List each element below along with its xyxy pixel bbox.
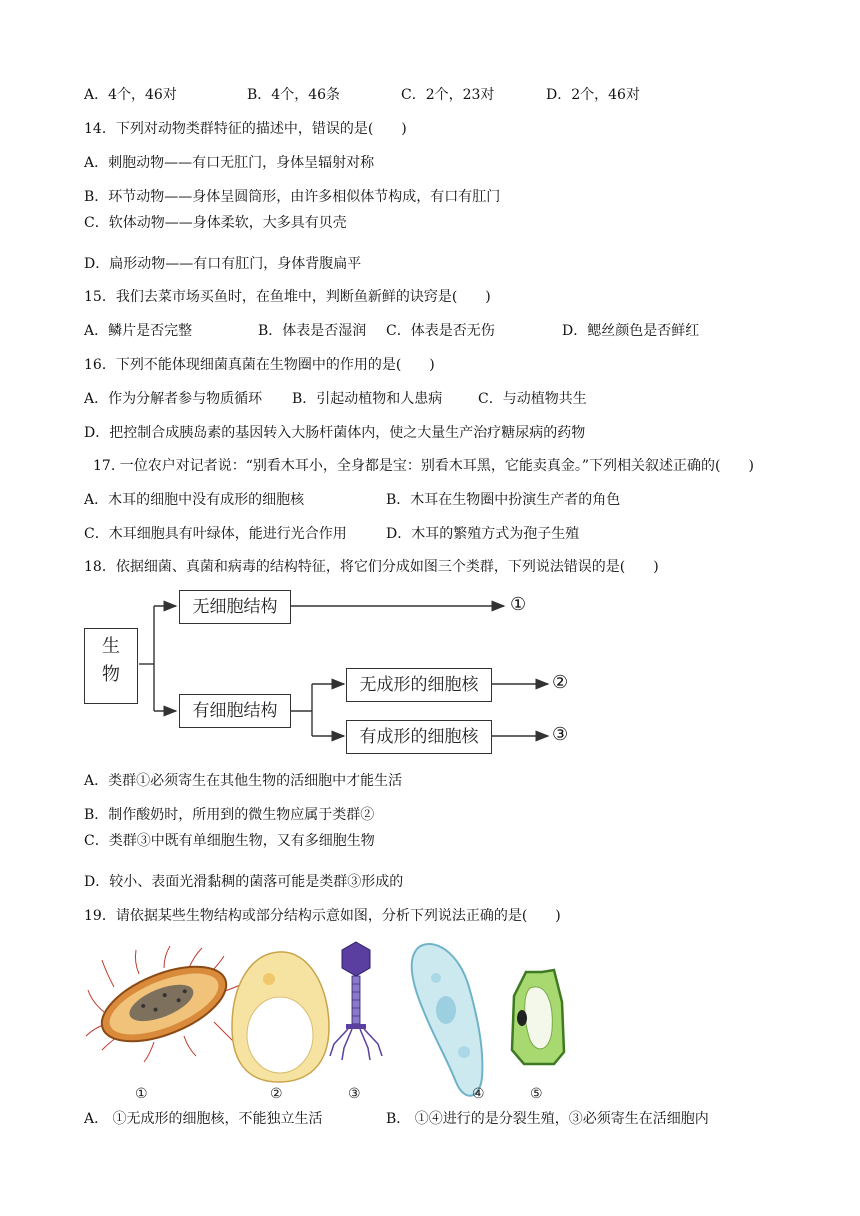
q16-option-d: D．把控制合成胰岛素的基因转入大肠杆菌体内，使之大量生产治疗糖尿病的药物 xyxy=(84,425,586,441)
q18-option-d: D．较小、表面光滑黏稠的菌落可能是类群③形成的 xyxy=(84,874,404,890)
q16-option-c: C．与动植物共生 xyxy=(478,391,587,407)
q17-option-a: A．木耳的细胞中没有成形的细胞核 xyxy=(84,492,305,508)
q19-option-a: A． ①无成形的细胞核，不能独立生活 xyxy=(84,1111,323,1127)
q14-option-d: D．扁形动物——有口有肛门，身体背腹扁平 xyxy=(84,256,362,272)
no-nucleus-box: 无成形的细胞核 xyxy=(346,668,492,702)
q17-option-d: D．木耳的繁殖方式为孢子生殖 xyxy=(386,526,580,542)
root-label: 生物 xyxy=(102,636,120,685)
q18-option-c: C．类群③中既有单细胞生物，又有多细胞生物 xyxy=(84,833,375,849)
q15-option-d: D．鳃丝颜色是否鲜红 xyxy=(562,323,700,339)
q17-option-b: B．木耳在生物圈中扮演生产者的角色 xyxy=(386,492,621,508)
group-label-1: ① xyxy=(510,594,527,615)
group-label-2: ② xyxy=(552,672,569,693)
q16-option-b: B．引起动植物和人患病 xyxy=(292,391,443,407)
q15-option-a: A．鳞片是否完整 xyxy=(84,323,193,339)
group-label-3: ③ xyxy=(552,724,569,745)
q13-option-d: D．2个，46对 xyxy=(546,87,640,103)
figure-label-3: ③ xyxy=(348,1086,361,1102)
q15-option-c: C．体表是否无伤 xyxy=(386,323,495,339)
bacterium-figure xyxy=(86,946,242,1062)
plant-cell-figure xyxy=(512,970,564,1064)
q15-stem: 15．我们去菜市场买鱼时，在鱼堆中，判断鱼新鲜的诀窍是( ) xyxy=(84,289,491,305)
q16-stem: 16．下列不能体现细菌真菌在生物圈中的作用的是( ) xyxy=(84,357,435,373)
q15-option-b: B．体表是否湿润 xyxy=(258,323,367,339)
no-cell-box: 无细胞结构 xyxy=(179,590,291,624)
q19-option-b: B． ①④进行的是分裂生殖，③必须寄生在活细胞内 xyxy=(386,1111,709,1127)
q14-option-c: C．软体动物——身体柔软，大多具有贝壳 xyxy=(84,215,347,231)
bacteriophage-figure xyxy=(330,942,382,1060)
has-cell-box: 有细胞结构 xyxy=(179,694,291,728)
q14-option-b: B．环节动物——身体呈圆筒形，由许多相似体节构成，有口有肛门 xyxy=(84,189,501,205)
q18-stem: 18．依据细菌、真菌和病毒的结构特征，将它们分成如图三个类群，下列说法错误的是( ) xyxy=(84,559,659,575)
classification-diagram xyxy=(84,586,584,756)
q17-option-c: C．木耳细胞具有叶绿体，能进行光合作用 xyxy=(84,526,347,542)
figure-label-1: ① xyxy=(135,1086,148,1102)
q13-option-b: B．4个，46条 xyxy=(247,87,341,103)
q16-option-a: A．作为分解者参与物质循环 xyxy=(84,391,263,407)
q18-option-a: A．类群①必须寄生在其他生物的活细胞中才能生活 xyxy=(84,773,403,789)
yeast-cell-figure xyxy=(232,952,329,1082)
q13-option-c: C．2个，23对 xyxy=(401,87,495,103)
figure-label-2: ② xyxy=(270,1086,283,1102)
q14-stem: 14．下列对动物类群特征的描述中，错误的是( ) xyxy=(84,121,407,137)
classification-connectors xyxy=(84,586,584,756)
organism-figures xyxy=(84,932,584,1107)
paramecium-figure xyxy=(412,944,483,1096)
q18-option-b: B．制作酸奶时，所用到的微生物应属于类群② xyxy=(84,807,375,823)
root-box xyxy=(84,628,138,704)
figure-label-5: ⑤ xyxy=(530,1086,543,1102)
q19-stem: 19．请依据某些生物结构或部分结构示意如图，分析下列说法正确的是( ) xyxy=(84,908,561,924)
q17-stem: 17. 一位农户对记者说：“别看木耳小，全身都是宝：别看木耳黑，它能卖真金。”下列相关叙述正确的( ) xyxy=(93,458,754,474)
figure-label-4: ④ xyxy=(472,1086,485,1102)
has-nucleus-box: 有成形的细胞核 xyxy=(346,720,492,754)
q13-option-a: A．4个，46对 xyxy=(84,87,177,103)
q14-option-a: A．刺胞动物——有口无肛门，身体呈辐射对称 xyxy=(84,155,375,171)
